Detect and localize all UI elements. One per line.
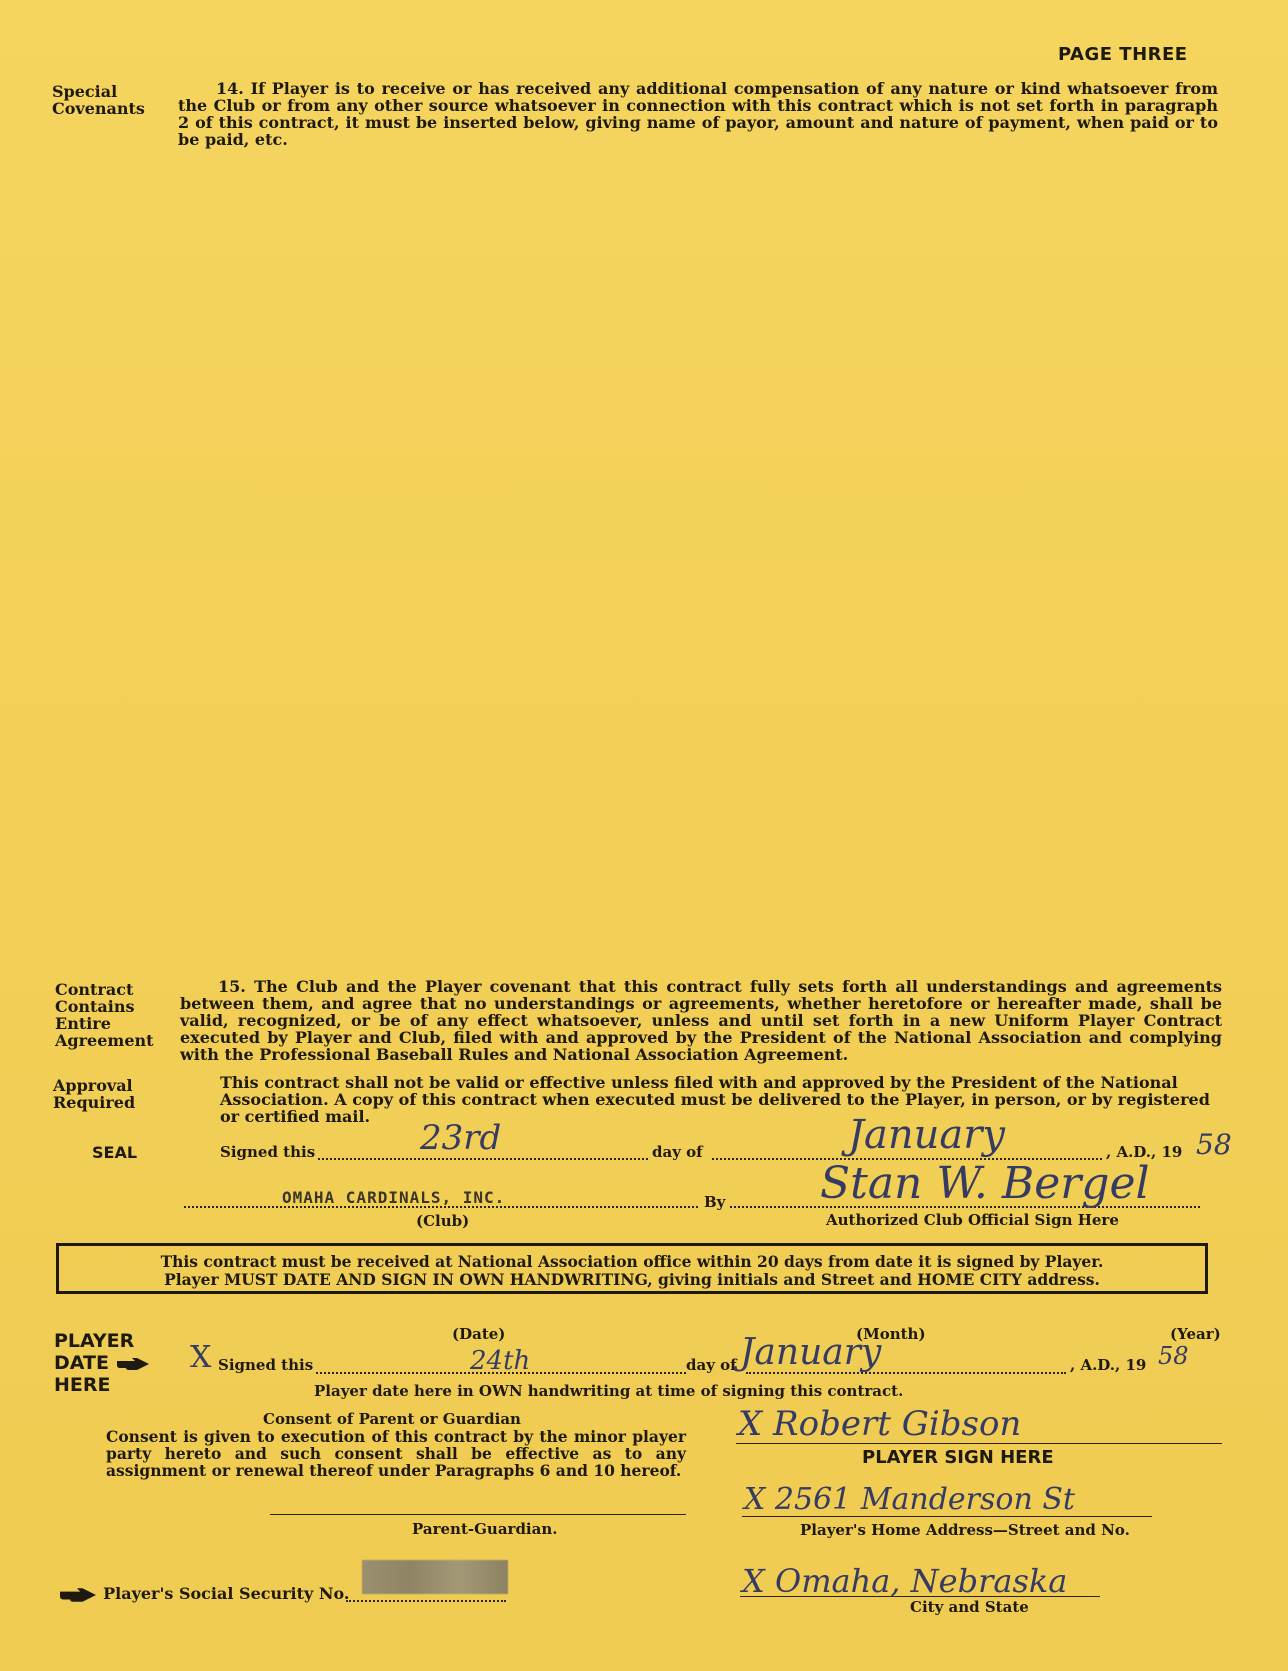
address-caption: Player's Home Address—Street and No. bbox=[800, 1521, 1130, 1539]
player-ad-label: , A.D., 19 bbox=[1070, 1356, 1147, 1374]
by-label: By bbox=[704, 1193, 726, 1211]
side-label-line: Entire bbox=[55, 1014, 111, 1033]
club-month-handwritten: January bbox=[848, 1112, 1005, 1158]
month-caption: (Month) bbox=[856, 1325, 926, 1343]
player-signed-this-label: Signed this bbox=[218, 1356, 314, 1374]
side-label-line: DATE bbox=[54, 1352, 150, 1374]
player-year-handwritten: 58 bbox=[1158, 1342, 1189, 1370]
seal-label: SEAL bbox=[92, 1143, 138, 1162]
side-label-line: HERE bbox=[54, 1374, 111, 1396]
consent-title: Consent of Parent or Guardian bbox=[263, 1410, 521, 1428]
year-caption: (Year) bbox=[1170, 1325, 1221, 1343]
player-day-handwritten: 24th bbox=[470, 1346, 531, 1376]
special-covenants-label bbox=[52, 83, 145, 117]
ssn-row bbox=[58, 1584, 349, 1604]
club-day-handwritten: 23rd bbox=[420, 1118, 502, 1158]
city-caption: City and State bbox=[910, 1598, 1029, 1616]
player-signature: X Robert Gibson bbox=[738, 1404, 1022, 1444]
ssn-label: Player's Social Security No. bbox=[103, 1584, 350, 1603]
consent-text: Consent is given to execution of this contract by the minor player party hereto and such consent shall be effective as to any assignment or renewal thereof under Paragraphs 6 and 10 hereof. bbox=[106, 1427, 686, 1480]
player-signature-line bbox=[736, 1443, 1222, 1444]
paragraph-14-text: 14. If Player is to receive or has received any additional compensation of any nature or kind whatsoever from the Club or from any other source whatsoever in connection with this contract which is not set forth in paragraph 2 of this contract, it must be inserted below, giving name of payor, amount and nature of payment, when paid or to be paid, etc. bbox=[178, 79, 1218, 149]
player-sign-here-caption: PLAYER SIGN HERE bbox=[862, 1447, 1054, 1468]
side-label-line: Contains bbox=[55, 997, 135, 1016]
entire-agreement-label bbox=[55, 981, 154, 1049]
club-day-line bbox=[318, 1158, 648, 1160]
side-label-line: Covenants bbox=[52, 99, 145, 118]
side-label-line: Approval bbox=[53, 1076, 133, 1095]
official-caption: Authorized Club Official Sign Here bbox=[826, 1211, 1119, 1229]
ssn-line bbox=[346, 1600, 506, 1602]
notice-line-2: Player MUST DATE AND SIGN IN OWN HANDWRITING, giving initials and Street and HOME CITY address. bbox=[164, 1270, 1100, 1289]
player-month-handwritten: January bbox=[740, 1332, 882, 1373]
pointing-hand-icon bbox=[116, 1356, 150, 1372]
notice-line-1: This contract must be received at National Association office within 20 days from date it is signed by Player. bbox=[160, 1252, 1104, 1271]
reverse-side-show-through bbox=[50, 140, 1240, 970]
ssn-redaction bbox=[362, 1560, 508, 1594]
address-line bbox=[742, 1516, 1152, 1517]
paragraph-15-text: 15. The Club and the Player covenant that this contract fully sets forth all understandings and agreements between them, and agree that no understandings or agreements, whether heretofore or hereafter made, shall be valid, recognized, or be of any effect whatsoever, unless and until set forth in a new Uniform Player Contract executed by Player and Club, filed with and approved by the President of the National Association and complying with the Professional Baseball Rules and National Association Agreement. bbox=[180, 977, 1222, 1064]
parent-guardian-caption: Parent-Guardian. bbox=[412, 1520, 558, 1538]
approval-required-label bbox=[53, 1077, 135, 1111]
player-date-instruction: Player date here in OWN handwriting at time of signing this contract. bbox=[314, 1382, 904, 1400]
side-label-line: PLAYER bbox=[54, 1330, 135, 1352]
player-day-of-label: day of bbox=[686, 1356, 737, 1374]
club-ad-label: , A.D., 19 bbox=[1106, 1143, 1183, 1161]
pointing-hand-icon bbox=[58, 1586, 98, 1604]
side-label-line: Agreement bbox=[55, 1031, 154, 1050]
side-label-line: Contract bbox=[55, 980, 134, 999]
page-label: PAGE THREE bbox=[1058, 44, 1188, 65]
notice-box bbox=[56, 1243, 1208, 1294]
city-line bbox=[740, 1596, 1100, 1597]
club-signed-this-label: Signed this bbox=[220, 1143, 316, 1161]
club-official-signature: Stan W. Bergel bbox=[820, 1158, 1150, 1209]
approval-text: This contract shall not be valid or effective unless filed with and approved by the President of the National Association. A copy of this contract when executed must be delivered to the Player, in person, or by registered or certified mail. bbox=[220, 1073, 1210, 1126]
date-caption: (Date) bbox=[452, 1325, 506, 1343]
club-day-of-label: day of bbox=[652, 1143, 703, 1161]
side-label-line: Required bbox=[53, 1093, 136, 1112]
club-year-handwritten: 58 bbox=[1196, 1128, 1232, 1161]
player-home-address: X 2561 Manderson St bbox=[744, 1482, 1075, 1517]
side-label-line: Special bbox=[52, 82, 118, 101]
player-city-state: X Omaha, Nebraska bbox=[742, 1562, 1068, 1600]
parent-guardian-line bbox=[270, 1514, 686, 1515]
club-name-line bbox=[184, 1206, 698, 1208]
club-name-typed: OMAHA CARDINALS, INC. bbox=[282, 1188, 506, 1207]
player-date-label bbox=[54, 1330, 150, 1396]
player-date-x-mark: X bbox=[190, 1340, 212, 1375]
club-caption: (Club) bbox=[416, 1212, 470, 1230]
